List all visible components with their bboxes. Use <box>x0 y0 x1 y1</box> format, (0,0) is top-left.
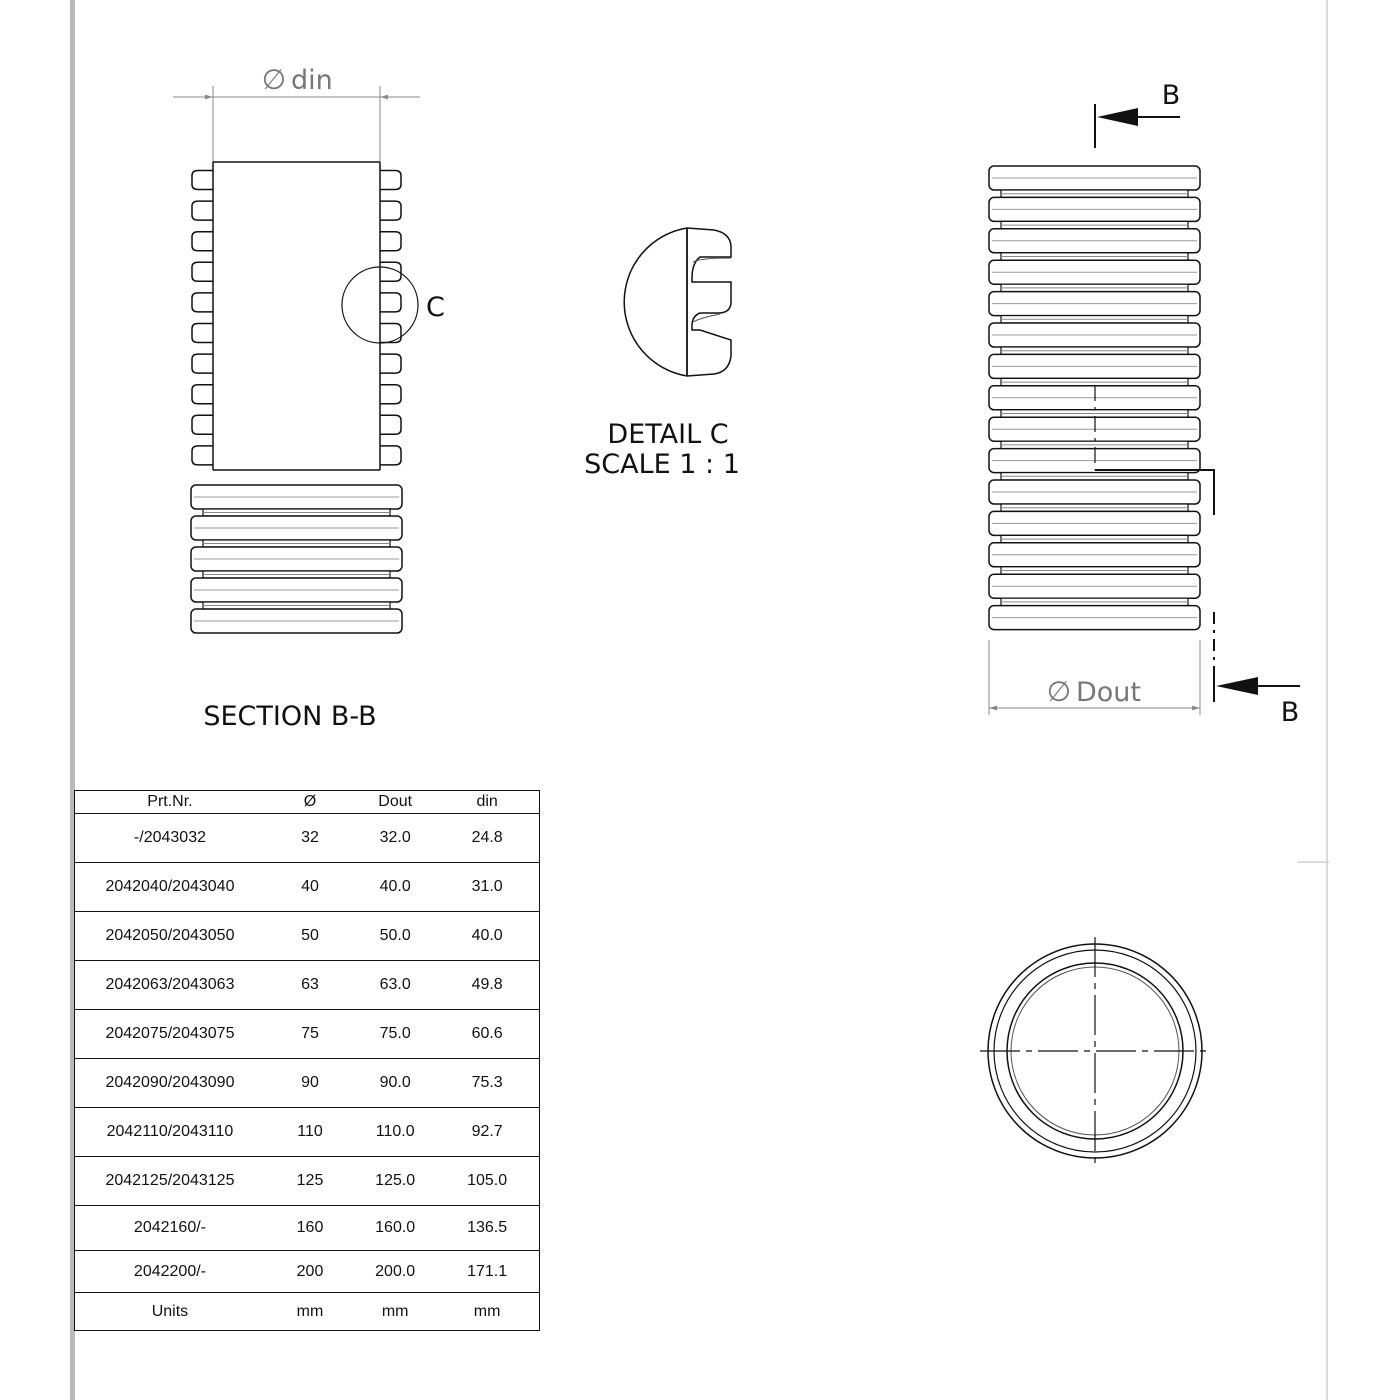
corrugation-tooth <box>192 293 213 312</box>
detail-c-callout-label: C <box>426 292 445 323</box>
cell-nominal-diameter: 90 <box>265 1059 355 1108</box>
header-inner-diameter: din <box>435 791 539 814</box>
cell-outer-diameter: mm <box>381 1302 409 1320</box>
header-part-number: Prt.Nr. <box>75 791 265 814</box>
table-row <box>75 912 540 961</box>
section-mark-top: B <box>1161 80 1181 111</box>
table-row <box>75 1206 540 1251</box>
corrugation-tooth <box>192 232 213 251</box>
cell-inner-diameter: mm <box>473 1302 501 1320</box>
cell-nominal-diameter: 32 <box>265 814 355 863</box>
corrugation-tooth <box>192 446 213 465</box>
cell-nominal-diameter: mm <box>296 1302 324 1320</box>
cell-outer-diameter: 200.0 <box>355 1251 435 1293</box>
cell-part-number: 2042090/2043090 <box>75 1059 265 1108</box>
cell-inner-diameter: 60.6 <box>435 1010 539 1059</box>
table-row <box>75 961 540 1010</box>
corrugation-tooth <box>192 171 213 190</box>
table-row <box>75 1157 540 1206</box>
cell-outer-diameter: 32.0 <box>355 814 435 863</box>
corrugation-tooth <box>192 385 213 404</box>
cell-inner-diameter: 171.1 <box>435 1251 539 1293</box>
din-symbol: ∅ <box>261 63 287 96</box>
cell-nominal-diameter: 110 <box>265 1108 355 1157</box>
cell-outer-diameter: 160.0 <box>355 1206 435 1251</box>
din-label: din <box>291 65 333 96</box>
cell-inner-diameter: 40.0 <box>435 912 539 961</box>
detail-scale: SCALE 1 : 1 <box>584 449 740 480</box>
table-row <box>75 1251 540 1293</box>
cell-outer-diameter: 63.0 <box>355 961 435 1010</box>
cell-part-number: -/2043032 <box>75 814 265 863</box>
cell-inner-diameter: 136.5 <box>435 1206 539 1251</box>
cell-nominal-diameter: 125 <box>265 1157 355 1206</box>
corrugation-tooth <box>192 201 213 220</box>
corrugation-tooth <box>380 293 401 312</box>
corrugation-tooth <box>380 324 401 343</box>
dout-label: Dout <box>1076 677 1142 708</box>
cell-inner-diameter: 31.0 <box>435 863 539 912</box>
cell-inner-diameter: 49.8 <box>435 961 539 1010</box>
cell-nominal-diameter: 75 <box>265 1010 355 1059</box>
corrugation-tooth <box>380 201 401 220</box>
table-row <box>75 1293 540 1331</box>
header-nominal-diameter: Ø <box>265 791 355 814</box>
cell-inner-diameter: 75.3 <box>435 1059 539 1108</box>
cell-nominal-diameter: 200 <box>265 1251 355 1293</box>
cell-part-number: Units <box>151 1302 189 1320</box>
corrugation-tooth <box>192 415 213 434</box>
corrugation-tooth <box>380 171 401 190</box>
cell-inner-diameter: 92.7 <box>435 1108 539 1157</box>
cell-outer-diameter: 50.0 <box>355 912 435 961</box>
corrugation-right-wall <box>380 171 401 465</box>
detail-c-view <box>584 228 740 480</box>
corrugation-tooth <box>380 354 401 373</box>
corrugation-tooth <box>380 232 401 251</box>
section-view <box>191 162 445 732</box>
detail-title: DETAIL C <box>607 419 729 450</box>
dimension-table <box>74 790 540 1331</box>
corrugation-tooth <box>380 385 401 404</box>
section-mark-bottom: B <box>1280 697 1300 728</box>
cell-part-number: 2042050/2043050 <box>75 912 265 961</box>
cell-part-number: 2042125/2043125 <box>75 1157 265 1206</box>
table-row <box>75 1010 540 1059</box>
table-row <box>75 1059 540 1108</box>
cell-part-number: 2042063/2043063 <box>75 961 265 1010</box>
section-title: SECTION B-B <box>203 701 377 732</box>
side-elevation-view <box>989 80 1300 728</box>
corrugation-tooth <box>192 354 213 373</box>
section-exterior-ribs <box>191 485 402 633</box>
table-row <box>75 1108 540 1157</box>
dout-symbol: ∅ <box>1046 675 1072 708</box>
cell-outer-diameter: 40.0 <box>355 863 435 912</box>
cell-nominal-diameter: 63 <box>265 961 355 1010</box>
table-row <box>75 814 540 863</box>
section-arrow-top-icon <box>1097 108 1138 126</box>
cell-part-number: 2042160/- <box>75 1206 265 1251</box>
cell-outer-diameter: 75.0 <box>355 1010 435 1059</box>
corrugation-tooth <box>380 415 401 434</box>
corrugation-tooth <box>192 262 213 281</box>
cell-nominal-diameter: 160 <box>265 1206 355 1251</box>
cell-part-number: 2042040/2043040 <box>75 863 265 912</box>
cell-outer-diameter: 90.0 <box>355 1059 435 1108</box>
cell-nominal-diameter: 40 <box>265 863 355 912</box>
din-dimension <box>173 63 420 162</box>
end-view <box>980 937 1210 1165</box>
cell-outer-diameter: 110.0 <box>355 1108 435 1157</box>
cell-outer-diameter: 125.0 <box>355 1157 435 1206</box>
cell-part-number: 2042110/2043110 <box>75 1108 265 1157</box>
table-header-row <box>75 791 540 814</box>
header-outer-diameter: Dout <box>355 791 435 814</box>
cell-inner-diameter: 105.0 <box>435 1157 539 1206</box>
cell-inner-diameter: 24.8 <box>435 814 539 863</box>
cell-nominal-diameter: 50 <box>265 912 355 961</box>
section-arrow-bottom-icon <box>1216 677 1258 695</box>
table-row <box>75 863 540 912</box>
corrugation-left-wall <box>192 171 213 465</box>
cell-part-number: 2042075/2043075 <box>75 1010 265 1059</box>
corrugation-tooth <box>380 446 401 465</box>
cell-part-number: 2042200/- <box>75 1251 265 1293</box>
corrugation-tooth <box>192 324 213 343</box>
